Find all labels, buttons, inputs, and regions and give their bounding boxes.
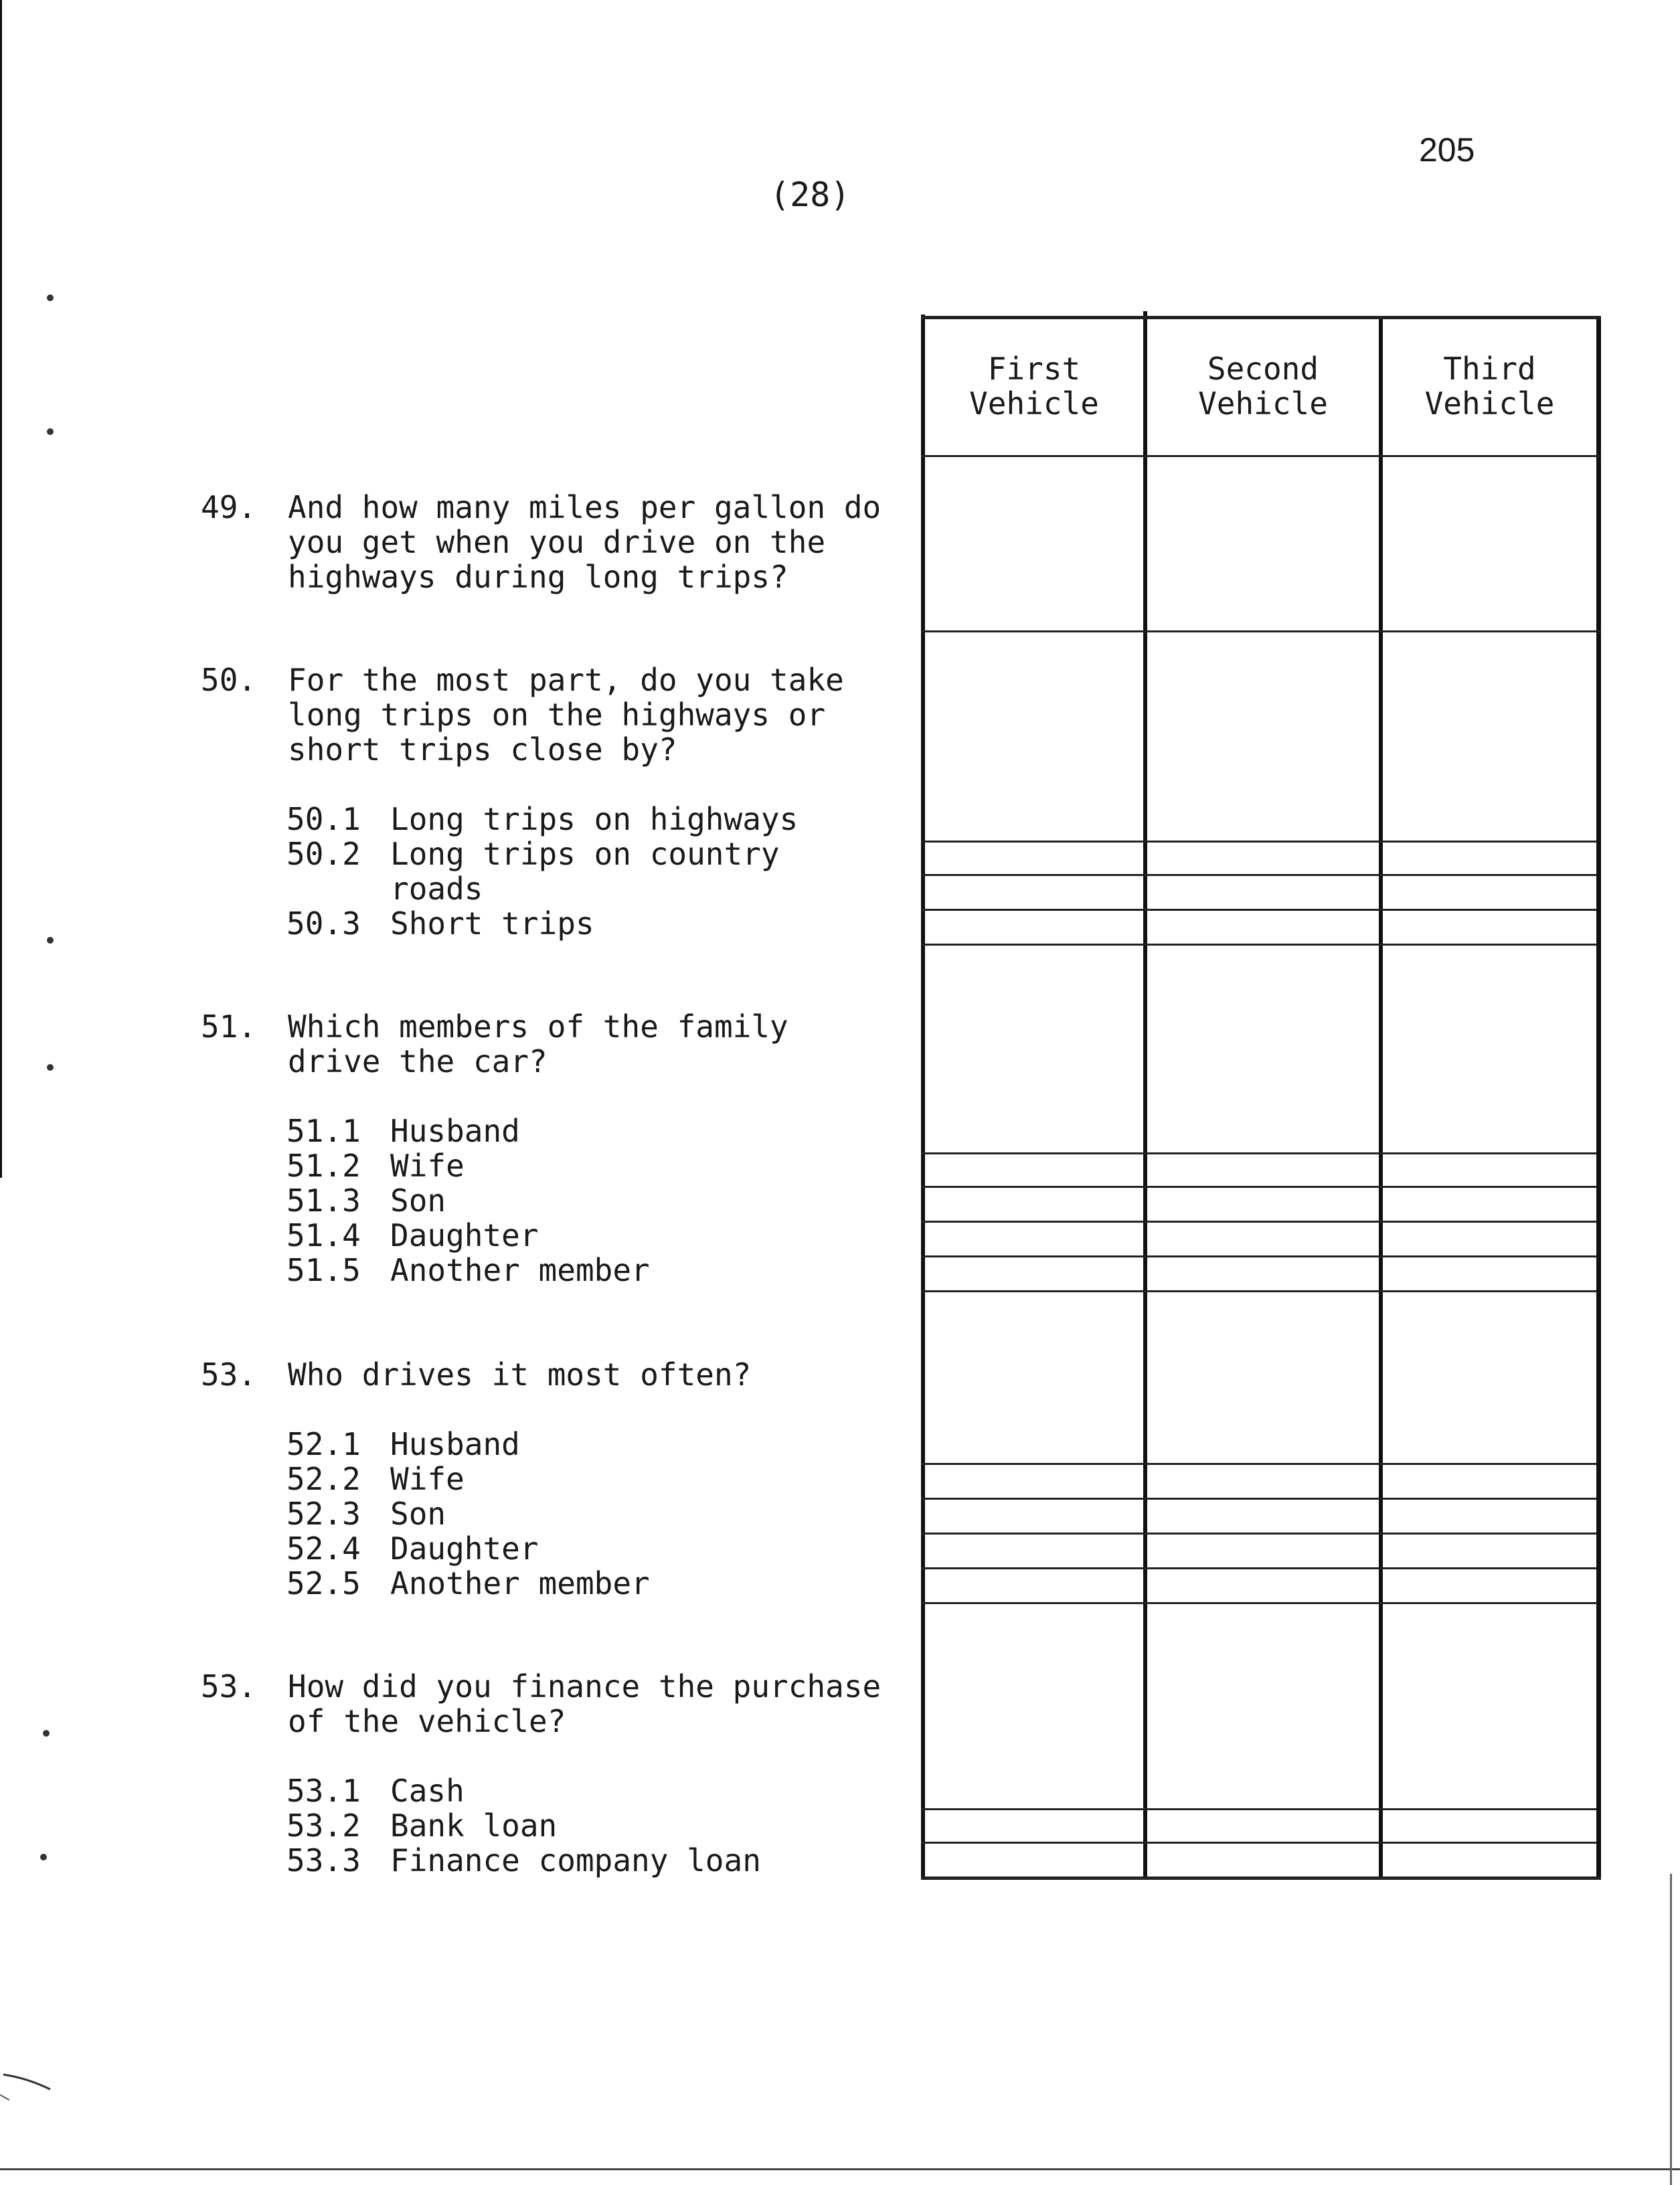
binding-hole-mark (47, 428, 54, 435)
question-50-line: short trips close by? (288, 731, 677, 768)
grid-divider (1379, 318, 1383, 1879)
question-49-line: you get when you drive on the (288, 524, 826, 560)
grid-row-line (921, 1808, 1597, 1810)
binding-hole-mark (47, 937, 54, 944)
option-number: 53.2 (286, 1808, 361, 1844)
grid-row-line (921, 1533, 1597, 1535)
binding-hole-mark (47, 1064, 54, 1071)
option-number: 52.4 (286, 1531, 361, 1567)
option-number: 52.5 (286, 1565, 361, 1601)
grid-border-right (1596, 318, 1601, 1879)
option-label: Daughter (390, 1217, 539, 1253)
option-number: 50.1 (286, 801, 361, 837)
page-edge-bottom (0, 2168, 1680, 2170)
question-50-line: long trips on the highways or (288, 697, 826, 733)
page-edge (0, 0, 2, 1178)
option-label: Wife (390, 1148, 465, 1184)
page-sequence: (28) (770, 175, 851, 214)
question-51-number: 51. (201, 1009, 257, 1045)
grid-border-left (921, 315, 925, 1879)
corner-scratch-mark (0, 2061, 60, 2101)
question-52-number: 53. (201, 1357, 257, 1393)
binding-hole-mark (40, 1854, 47, 1860)
grid-row-line (921, 841, 1597, 843)
option-label: Short trips (390, 905, 594, 942)
question-50-number: 50. (201, 662, 257, 698)
option-number: 51.2 (286, 1148, 361, 1184)
question-49-line: And how many miles per gallon do (288, 489, 881, 525)
question-49-number: 49. (201, 489, 257, 525)
question-53-number: 53. (201, 1668, 257, 1705)
option-label: Son (390, 1496, 446, 1532)
option-label: Finance company loan (390, 1842, 761, 1878)
option-number: 50.3 (286, 905, 361, 942)
option-label: Another member (390, 1252, 650, 1288)
page-number: 205 (1419, 131, 1475, 169)
column-header-third-vehicle: Third Vehicle (1424, 351, 1555, 422)
grid-row-line (921, 1602, 1597, 1604)
grid-row-line (921, 1290, 1597, 1292)
grid-row-line (921, 874, 1597, 876)
grid-row-line (921, 1152, 1597, 1154)
column-header-first-vehicle: First Vehicle (969, 351, 1099, 422)
question-50-line: For the most part, do you take (288, 662, 844, 698)
grid-row-line (921, 1498, 1597, 1500)
grid-row-line (921, 1567, 1597, 1569)
option-label: Long trips on country (390, 836, 780, 872)
option-label: Husband (390, 1426, 520, 1462)
option-number: 52.2 (286, 1461, 361, 1497)
option-number: 51.5 (286, 1252, 361, 1288)
option-label: Long trips on highways (390, 801, 799, 837)
grid-row-line (921, 1842, 1597, 1844)
option-number: 53.3 (286, 1842, 361, 1878)
option-label: Wife (390, 1461, 465, 1497)
question-53-line: of the vehicle? (288, 1703, 566, 1739)
grid-border-top (921, 316, 1601, 319)
option-label: roads (390, 871, 483, 907)
question-53-line: How did you finance the purchase (288, 1668, 881, 1705)
binding-hole-mark (47, 294, 54, 301)
grid-row-line (921, 1255, 1597, 1257)
option-number: 51.1 (286, 1113, 361, 1149)
question-51-line: Which members of the family (288, 1009, 788, 1045)
grid-row-line (921, 1186, 1597, 1188)
option-number: 50.2 (286, 836, 361, 872)
grid-row-line (921, 944, 1597, 946)
option-number: 51.3 (286, 1183, 361, 1219)
grid-row-line (921, 909, 1597, 911)
option-label: Cash (390, 1773, 465, 1809)
grid-row-line (921, 1221, 1597, 1223)
option-number: 53.1 (286, 1773, 361, 1809)
page-edge-right (1670, 1874, 1672, 2185)
grid-row-line (921, 630, 1601, 632)
option-label: Husband (390, 1113, 520, 1149)
option-label: Daughter (390, 1531, 539, 1567)
grid-row-line (921, 1463, 1597, 1465)
option-label: Another member (390, 1565, 650, 1601)
option-label: Bank loan (390, 1808, 558, 1844)
grid-row-line (921, 455, 1601, 457)
grid-border-bottom (921, 1876, 1601, 1880)
column-header-second-vehicle: Second Vehicle (1198, 351, 1328, 422)
question-49-line: highways during long trips? (288, 559, 788, 595)
option-number: 51.4 (286, 1217, 361, 1253)
grid-divider (1143, 311, 1147, 1879)
option-label: Son (390, 1183, 446, 1219)
option-number: 52.1 (286, 1426, 361, 1462)
option-number: 52.3 (286, 1496, 361, 1532)
binding-hole-mark (43, 1730, 50, 1737)
question-51-line: drive the car? (288, 1043, 548, 1079)
question-52-line: Who drives it most often? (288, 1357, 752, 1393)
